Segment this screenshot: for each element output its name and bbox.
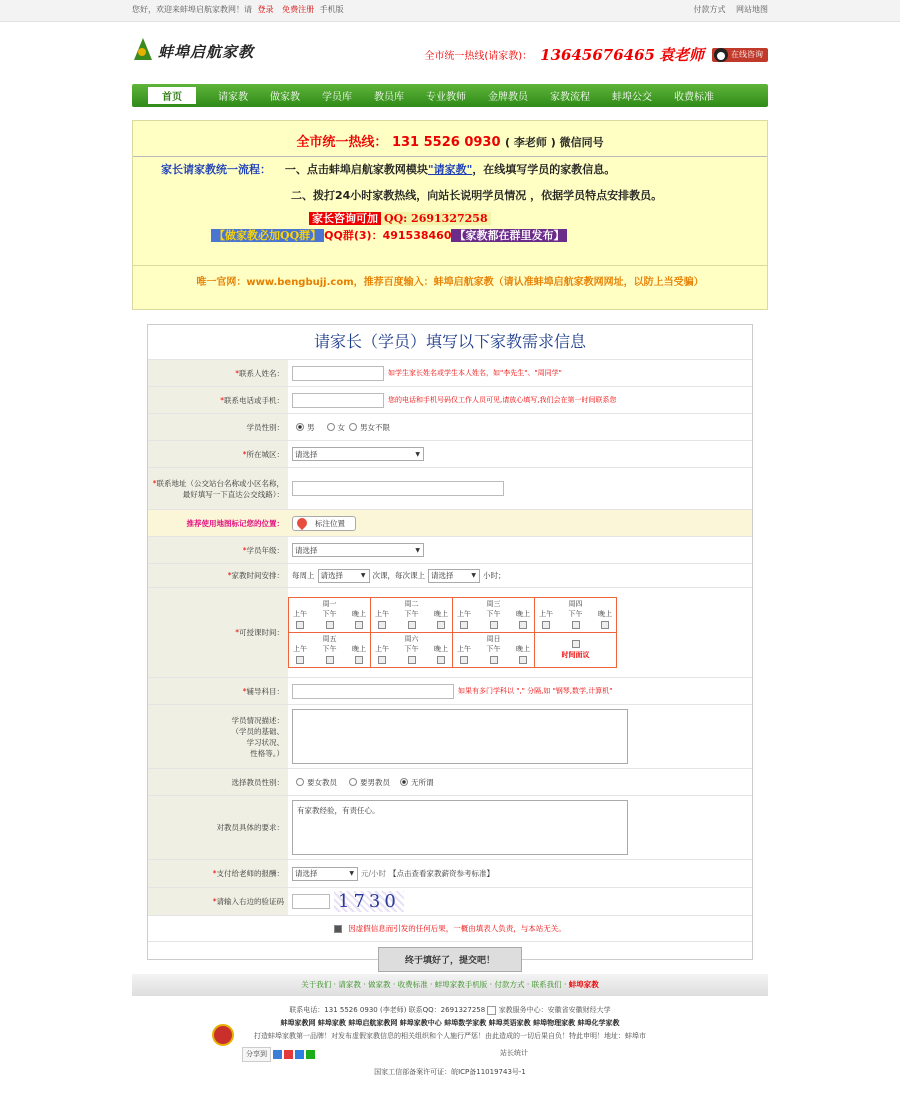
slot-checkbox[interactable] — [296, 656, 304, 664]
situation-label-4: 性格等。） — [250, 748, 284, 758]
footer-icp[interactable]: 国家工信部备案许可证：皖ICP备11019743号-1 — [374, 1068, 526, 1076]
hotline-name: 袁老师 — [658, 46, 704, 64]
day-cell: 周二 上午 下午 晚上 — [371, 598, 453, 633]
header — [132, 22, 768, 84]
agree-checkbox[interactable] — [334, 925, 342, 933]
nav-item-students[interactable]: 学员库 — [322, 92, 352, 103]
login-link[interactable]: 登录 — [257, 5, 274, 14]
pay-label: 支付给老师的报酬： — [216, 869, 284, 878]
consult-label: 家长咨询可加 — [309, 212, 381, 225]
chevron-down-icon: ▼ — [360, 572, 366, 579]
teacher-any-radio[interactable] — [400, 778, 408, 786]
gender-radio-male[interactable] — [296, 423, 304, 431]
subject-label: 辅导科目： — [246, 686, 284, 696]
gender-any-label: 男女不限 — [360, 422, 390, 432]
register-link[interactable]: 免费注册 — [282, 5, 315, 14]
captcha-input[interactable] — [292, 894, 330, 909]
slot-checkbox[interactable] — [355, 621, 363, 629]
footer-nav-hot[interactable]: 蚌埠家教 — [568, 980, 599, 989]
qq-group-tag: 【做家教必加QQ群】 — [211, 229, 324, 242]
slot-checkbox[interactable] — [460, 621, 468, 629]
row-schedule: * 家教时间安排： 每周上 请选择 ▼ 次课，每次课上 请选择 ▼ 小时； — [148, 563, 752, 587]
slot-checkbox[interactable] — [572, 621, 580, 629]
announcement-panel — [132, 120, 768, 310]
submit-button[interactable]: 终于填好了，提交吧！ — [378, 947, 522, 972]
official-site-notice: 唯一官网：www.bengbujj.com，推荐百度输入：蚌埠启航家教（请认准蚌埠启航家教网网址，以防上当受骗） — [133, 265, 767, 288]
time-text-per-week: 每周上 — [292, 571, 315, 580]
pay-unit: 元/小时 — [361, 869, 387, 878]
nav-item-bus[interactable]: 蚌埠公交 — [612, 92, 652, 103]
nav-item-fees[interactable]: 收费标准 — [674, 92, 714, 103]
form-title: 请家长（学员）填写以下家教需求信息 — [313, 332, 586, 351]
footer-seo-links[interactable]: 蚌埠家教网 蚌埠家教 蚌埠启航家教网 蚌埠家教中心 蚌埠数学家教 蚌埠英语家教 蚌埠物理家教 蚌埠化学家教 — [280, 1019, 620, 1027]
row-submit — [148, 941, 752, 977]
teacher-female-label: 要女教员 — [307, 777, 337, 787]
mobile-link[interactable]: 手机版 — [319, 5, 344, 14]
slot-checkbox[interactable] — [296, 621, 304, 629]
slot-checkbox[interactable] — [490, 621, 498, 629]
sitemap-link[interactable]: 网站地图 — [736, 5, 768, 14]
qq-consult-button[interactable] — [712, 48, 768, 62]
slot-checkbox[interactable] — [378, 656, 386, 664]
row-teacher-gender — [148, 768, 752, 795]
day-cell: 周三 上午 下午 晚上 — [453, 598, 535, 633]
slot-checkbox[interactable] — [408, 621, 416, 629]
footer-nav — [132, 974, 768, 996]
slot-checkbox[interactable] — [378, 621, 386, 629]
situation-label-2: （学员的基础、 — [231, 726, 284, 736]
slot-checkbox[interactable] — [519, 656, 527, 664]
hotline-label: 全市统一热线(请家教)： — [424, 51, 533, 62]
row-requirements — [148, 795, 752, 859]
row-situation — [148, 704, 752, 768]
address-label-1: 联系地址（公交站台名称或小区名称， — [156, 478, 284, 488]
req-label: 对教员具体的要求： — [216, 823, 284, 832]
slot-checkbox[interactable] — [437, 656, 445, 664]
footer-nav-links[interactable]: 关于我们 · 请家教 · 做家教 · 收费标准 · 蚌埠家教手机版 · 付款方式 · 联系我们 · — [301, 980, 567, 989]
address-label-2: 最好填写一下直达公交线路）： — [182, 489, 284, 499]
hours-select-value: 请选择 — [431, 571, 454, 580]
pay-select[interactable] — [292, 867, 358, 881]
situation-label-1: 学员情况描述： — [231, 715, 284, 725]
negotiable-label: 时间面议 — [561, 651, 590, 659]
district-select-value: 请选择 — [295, 449, 318, 459]
qq-group-publish: 【家教都在群里发布】 — [451, 229, 567, 242]
footer-contact: 联系电话：131 5526 0930 (李老师) 联系QQ：2691327258 — [289, 1006, 486, 1014]
consult-row — [309, 210, 491, 226]
chevron-down-icon: ▼ — [415, 546, 420, 554]
teacher-male-label: 要男教员 — [360, 777, 390, 787]
name-input[interactable] — [292, 366, 384, 381]
phone-input[interactable] — [292, 393, 384, 408]
sessions-select-value: 请选择 — [320, 571, 343, 580]
welcome-text: 您好，欢迎来蚌埠启航家教网！请 — [132, 5, 252, 14]
share-more-icon[interactable] — [306, 1050, 315, 1059]
situation-textarea[interactable] — [292, 709, 628, 764]
mark-location-label: 标注位置 — [315, 518, 345, 528]
slot-checkbox[interactable] — [601, 621, 609, 629]
name-label: 联系人姓名： — [239, 368, 284, 378]
row-address: *联系地址（公交站台名称或小区名称， 最好填写一下直达公交线路）： — [148, 467, 752, 509]
name-hint: 如学生家长姓名或学生本人姓名，如"李先生"、"周同学" — [388, 369, 562, 377]
captcha-image[interactable]: 1730 — [334, 891, 404, 912]
slot-checkbox[interactable] — [542, 621, 550, 629]
row-phone: * 联系电话或手机： 您的电话和手机号码仅工作人员可见,请放心填写,我们会在第一时间联系您 — [148, 386, 752, 413]
slot-checkbox[interactable] — [408, 656, 416, 664]
teacher-female-radio[interactable] — [296, 778, 304, 786]
map-label: 推荐使用地图标记您的位置： — [186, 518, 284, 528]
captcha-label: 请输入右边的验证码 — [216, 897, 284, 906]
pay-select-value: 请选择 — [295, 869, 318, 878]
day-cell: 周一 上午 下午 晚上 — [289, 598, 371, 633]
flow-step-2: 二、拨打24小时家教热线，向站长说明学员情况 ，依据学员特点安排教员。 — [291, 189, 663, 202]
footer-info — [132, 1004, 768, 1079]
slot-checkbox[interactable] — [355, 656, 363, 664]
hotline — [424, 44, 768, 65]
flow-step-1 — [161, 161, 615, 177]
nav-item-gold-teachers[interactable]: 金牌教员 — [488, 92, 528, 103]
site-logo[interactable] — [132, 36, 254, 66]
negotiable-cell — [535, 633, 617, 668]
row-available-time: * 可授课时间： 周一 上午 下午 晚上 周二 上午 下午 晚上 周三 上午 下午 晚上 周四 上午 下午 晚上 周五 上午 下午 晚上 周六 上午 下午 晚上 周日 上午 下午 晚上 时间面议 — [148, 587, 752, 677]
nav-item-process[interactable]: 家教流程 — [550, 92, 590, 103]
day-cell: 周五 上午 下午 晚上 — [289, 633, 371, 668]
qq-consult-label: 在线咨询 — [731, 50, 763, 59]
slot-checkbox[interactable] — [437, 621, 445, 629]
chevron-down-icon: ▼ — [349, 870, 354, 877]
flow-step-1-tail: ，在线填写学员的家教信息。 — [472, 163, 616, 176]
row-subject: * 辅导科目： 如果有多门学科以 "," 分隔,如 "钢琴,数学,计算机" — [148, 677, 752, 704]
phone-label: 联系电话或手机： — [224, 395, 284, 405]
hotline-phone: 13645676465 — [540, 45, 655, 64]
slot-checkbox[interactable] — [460, 656, 468, 664]
teacher-male-radio[interactable] — [349, 778, 357, 786]
slot-checkbox[interactable] — [326, 656, 334, 664]
pay-link[interactable]: 付款方式 — [693, 5, 726, 14]
slot-checkbox[interactable] — [519, 621, 527, 629]
chevron-down-icon: ▼ — [415, 450, 420, 458]
phone-hint: 您的电话和手机号码仅工作人员可见,请放心填写,我们会在第一时间联系您 — [388, 396, 617, 404]
announce-hotline — [133, 121, 767, 157]
broken-image-icon — [487, 1006, 496, 1015]
time-label: 家教时间安排： — [231, 571, 284, 580]
pay-standard-link[interactable]: 【点击查看家教薪资参考标准】 — [389, 869, 495, 878]
map-pin-icon — [295, 516, 309, 530]
avail-label: 可授课时间： — [239, 628, 284, 637]
footer-notice: 打造蚌埠家教第一品牌！对发布虚假家教信息的相关组织和个人施行严惩！由此造成的一切后果自负！特此申明！地址：蚌埠市 — [254, 1032, 646, 1040]
subject-input[interactable] — [292, 684, 454, 699]
tutor-request-form — [147, 324, 753, 966]
qq-penguin-icon — [714, 48, 728, 62]
situation-label-3: 学习状况、 — [246, 737, 284, 747]
share-weibo-icon[interactable] — [284, 1050, 293, 1059]
day-cell: 周日 上午 下午 晚上 — [453, 633, 535, 668]
flow-label: 家长请家教统一流程： — [161, 163, 271, 176]
share-baidu-icon[interactable] — [295, 1050, 304, 1059]
row-captcha: * 请输入右边的验证码 1730 — [148, 887, 752, 915]
announce-hotline-contact: ( 李老师 ) 微信同号 — [505, 136, 604, 149]
slot-checkbox[interactable] — [490, 656, 498, 664]
logo-text: 蚌埠启航家教 — [158, 42, 255, 61]
day-cell: 周四 上午 下午 晚上 — [535, 598, 617, 633]
footer-center: 家教服务中心：安徽省安徽财经大学 — [498, 1006, 611, 1014]
district-label: 所在城区： — [246, 449, 284, 459]
flow-request-link[interactable]: "请家教" — [427, 163, 473, 176]
emblem-icon — [212, 1024, 234, 1046]
slot-checkbox[interactable] — [326, 621, 334, 629]
grade-select[interactable] — [292, 543, 424, 557]
nav-item-teachers[interactable]: 教员库 — [374, 92, 404, 103]
consult-qq[interactable]: QQ: 2691327258 — [381, 212, 491, 225]
top-bar — [0, 0, 900, 22]
stats-link[interactable]: 站长统计 — [500, 1049, 528, 1057]
district-select[interactable] — [292, 447, 424, 461]
grade-select-value: 请选择 — [295, 545, 318, 555]
day-cell: 周六 上午 下午 晚上 — [371, 633, 453, 668]
flow-step-1-text: 一、点击蚌埠启航家教网模块 — [284, 163, 428, 176]
chevron-down-icon: ▼ — [471, 572, 476, 579]
grade-label: 学员年级： — [246, 545, 284, 555]
row-contact-name: * 联系人姓名： 如学生家长姓名或学生本人姓名，如"李先生"、"周同学" — [148, 359, 752, 386]
nav-item-home[interactable]: 首页 — [148, 87, 196, 104]
row-agree — [148, 915, 752, 941]
agree-text: 因虚假信息而引发的任何后果，一概由填表人负责，与本站无关。 — [348, 924, 566, 933]
teacher-any-label: 无所谓 — [411, 777, 434, 787]
gender-label: 学员性别： — [246, 422, 284, 432]
nav-item-be-tutor[interactable]: 做家教 — [270, 92, 300, 103]
qq-group-row — [211, 227, 567, 243]
time-text-per-session: 次课，每次课上 — [372, 571, 425, 580]
row-pay: * 支付给老师的报酬： 请选择 ▼ 元/小时 【点击查看家教薪资参考标准】 — [148, 859, 752, 887]
hours-select[interactable] — [428, 569, 480, 583]
row-grade: * 学员年级： 请选择 ▼ — [148, 536, 752, 563]
gender-radio-any[interactable] — [349, 423, 357, 431]
sessions-select[interactable] — [318, 569, 370, 583]
nav-item-pro-teachers[interactable]: 专业教师 — [426, 92, 466, 103]
subject-hint: 如果有多门学科以 "," 分隔,如 "钢琴,数学,计算机" — [458, 687, 613, 695]
teacher-gender-label: 选择教员性别： — [231, 777, 284, 787]
gender-female-label: 女 — [337, 422, 345, 432]
announce-hotline-number: 全市统一热线： 131 5526 0930 — [296, 135, 501, 150]
availability-table — [288, 597, 617, 668]
time-text-hours: 小时； — [483, 571, 506, 580]
row-map — [148, 509, 752, 536]
welcome-area — [132, 0, 344, 20]
share-qzone-icon[interactable] — [273, 1050, 282, 1059]
share-label[interactable]: 分享到 — [242, 1047, 271, 1062]
top-right-links — [685, 0, 768, 20]
row-student-gender — [148, 413, 752, 440]
row-district: * 所在城区： 请选择 ▼ — [148, 440, 752, 467]
share-bar — [242, 1047, 315, 1062]
nav-item-request-tutor[interactable]: 请家教 — [218, 92, 248, 103]
requirements-textarea[interactable]: 有家教经验，有责任心。 — [292, 800, 628, 855]
gender-radio-female[interactable] — [327, 423, 335, 431]
address-input[interactable] — [292, 481, 504, 496]
logo-icon — [132, 36, 154, 66]
gender-male-label: 男 — [307, 422, 315, 432]
main-nav — [132, 84, 768, 107]
mark-location-button[interactable] — [292, 516, 356, 531]
negotiable-checkbox[interactable] — [572, 640, 580, 648]
qq-group-number[interactable]: QQ群(3)：491538460 — [324, 229, 452, 242]
